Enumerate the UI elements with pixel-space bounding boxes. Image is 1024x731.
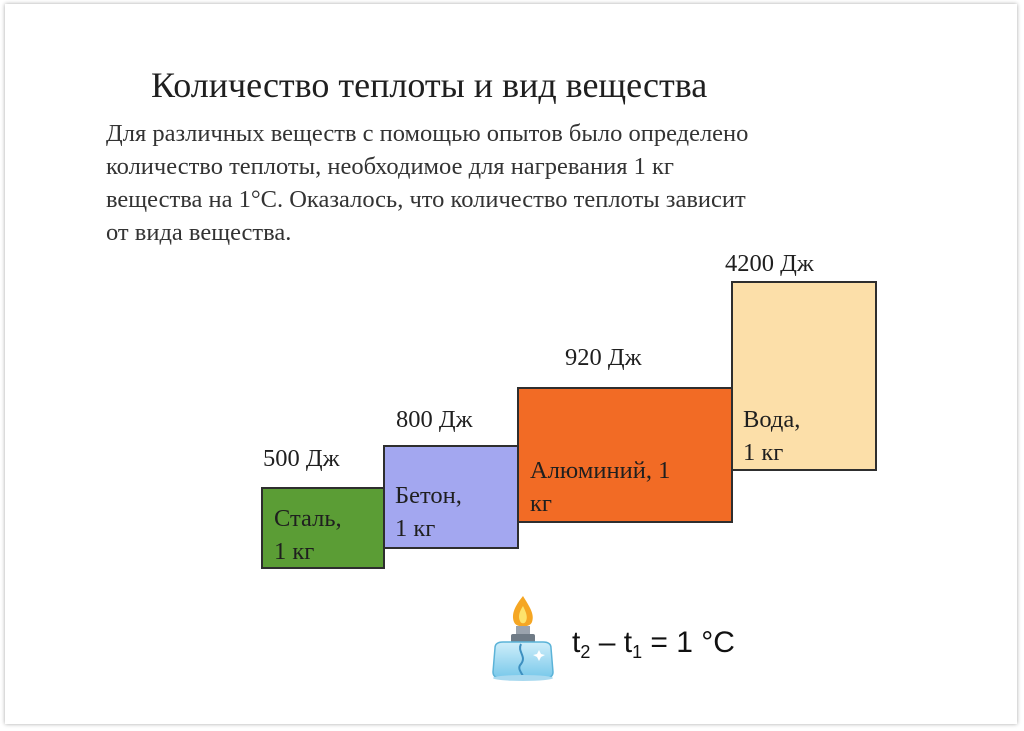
intro-paragraph [106,117,866,249]
block-label-line: Вода, [743,406,801,433]
energy-label-steel: 500 Дж [263,445,340,472]
page-title: Количество теплоты и вид вещества [151,65,708,105]
block-label-aluminium [530,454,670,520]
intro-line: вещества на 1°С. Оказалось, что количество теплоты зависит [106,186,746,213]
temperature-formula [572,626,735,663]
energy-label-water: 4200 Дж [725,250,814,277]
intro-line: от вида вещества. [106,219,292,246]
intro-line: количество теплоты, необходимое для нагревания 1 кг [106,153,674,180]
formula-equals: = 1 °C [642,626,735,659]
energy-label-aluminium: 920 Дж [565,344,642,371]
slide [5,4,1017,724]
block-label-line: 1 кг [743,439,784,466]
formula-t2: t [572,626,581,659]
block-label-steel [274,502,342,568]
block-label-line: 1 кг [395,515,436,542]
intro-line: Для различных веществ с помощью опытов было определено [106,120,749,147]
block-label-line: кг [530,490,552,517]
formula-sub-2: 2 [580,642,591,662]
formula-sub-1: 1 [632,642,643,662]
spirit-lamp-icon [481,592,565,684]
formula-minus-t1: – t [590,626,633,659]
block-label-water [743,403,800,469]
block-label-line: Алюминий, 1 [530,457,671,484]
block-label-concrete [395,479,462,545]
block-label-line: 1 кг [274,538,315,565]
energy-label-concrete: 800 Дж [396,406,473,433]
block-label-line: Сталь, [274,505,342,532]
block-label-line: Бетон, [395,482,462,509]
